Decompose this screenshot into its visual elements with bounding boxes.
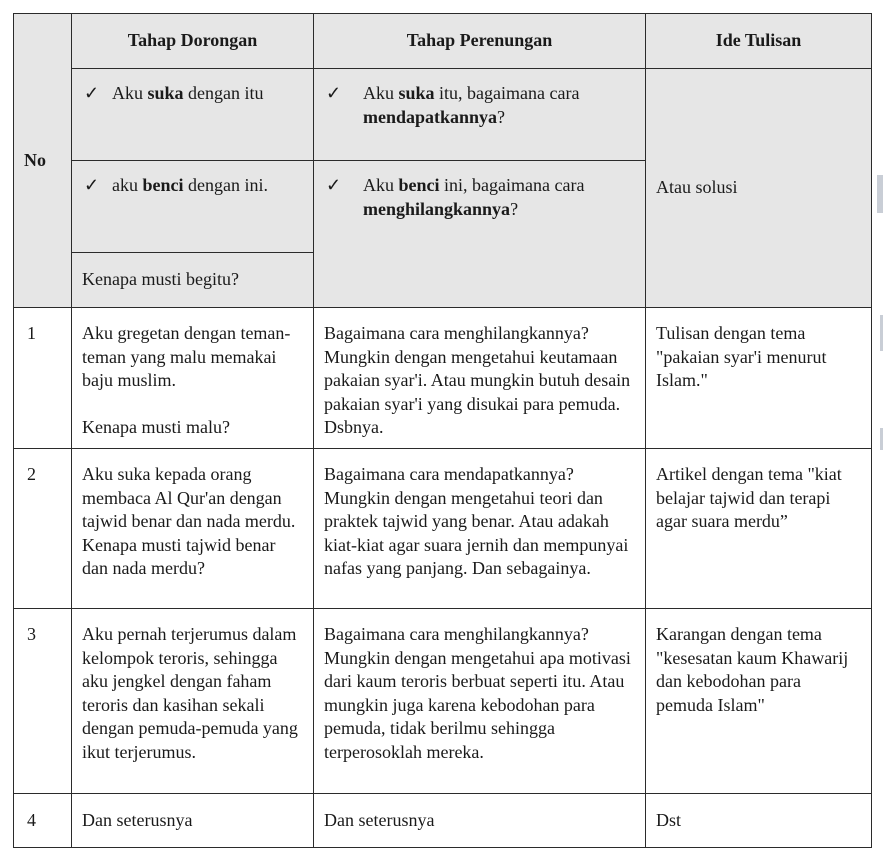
table-row [14, 609, 872, 794]
row-number: 3 [14, 609, 72, 794]
header-row [14, 14, 872, 69]
row-ide-tulisan: Karangan dengan tema "kesesatan kaum Khawarij dan kebodohan para pemuda Islam" [646, 609, 872, 794]
row-ide-tulisan: Dst [646, 794, 872, 848]
document-table-container [13, 13, 871, 848]
row-perenungan: Bagaimana cara menghilangkannya? Mungkin dengan mengetahui apa motivasi dari kaum teroris berbuat seperti itu. Atau mungkin juga karena kebodohan para pemuda, tidak berilmu sehingga terperosoklah mereka. [314, 609, 646, 794]
row-perenungan: Bagaimana cara menghilangkannya? Mungkin dengan mengetahui keutamaan pakaian syar'i. Atau mungkin butuh desain pakaian syar'i yang disukai para pemuda. Dsbnya. [314, 308, 646, 449]
row-perenungan: Bagaimana cara mendapatkannya? Mungkin dengan mengetahui teori dan praktek tajwid yang benar. Atau adakah kiat-kiat agar suara jernih dan mempunyai nafas yang panjang. Dan sebagainya. [314, 449, 646, 609]
checkmark-icon: ✓ [84, 175, 100, 195]
row-number: 2 [14, 449, 72, 609]
ide-atau-solusi-cell: Atau solusi [646, 69, 872, 308]
dorongan-suka-cell: ✓ Aku suka dengan itu [72, 69, 314, 161]
checkmark-icon: ✓ [326, 175, 342, 195]
table-row [14, 308, 872, 449]
row-number: 4 [14, 794, 72, 848]
table-row [14, 794, 872, 848]
header-tahap-dorongan: Tahap Dorongan [72, 14, 314, 69]
row-ide-tulisan: Artikel dengan tema "kiat belajar tajwid dan terapi agar suara merdu” [646, 449, 872, 609]
perenungan-benci-cell: ✓ Aku benci ini, bagaimana cara menghilangkannya? [314, 161, 646, 308]
dorongan-benci-cell: ✓ aku benci dengan ini. [72, 161, 314, 253]
dorongan-question-cell: Kenapa musti begitu? [72, 253, 314, 308]
row-dorongan: Aku pernah terjerumus dalam kelompok teroris, sehingga aku jengkel dengan faham teroris dan kasihan sekali dengan pemuda-pemuda yang ikut terjerumus. [72, 609, 314, 794]
row-dorongan: Dan seterusnya [72, 794, 314, 848]
row-number: 1 [14, 308, 72, 449]
row-dorongan: Aku suka kepada orang membaca Al Qur'an dengan tajwid benar dan nada merdu. Kenapa musti tajwid benar dan nada merdu? [72, 449, 314, 609]
checkmark-icon: ✓ [326, 83, 342, 103]
page-edge-mark [877, 175, 883, 213]
checkmark-icon: ✓ [84, 83, 100, 103]
perenungan-suka-cell: ✓ Aku suka itu, bagaimana cara mendapatkannya? [314, 69, 646, 161]
header-tahap-perenungan: Tahap Perenungan [314, 14, 646, 69]
header-ide-tulisan: Ide Tulisan [646, 14, 872, 69]
row-ide-tulisan: Tulisan dengan tema "pakaian syar'i menurut Islam." [646, 308, 872, 449]
header-no: No [14, 14, 72, 308]
header-check-row-suka [14, 69, 872, 161]
row-dorongan: Aku gregetan dengan teman-teman yang malu memakai baju muslim. Kenapa musti malu? [72, 308, 314, 449]
writing-ideas-table [13, 13, 872, 848]
table-row [14, 449, 872, 609]
row-perenungan: Dan seterusnya [314, 794, 646, 848]
